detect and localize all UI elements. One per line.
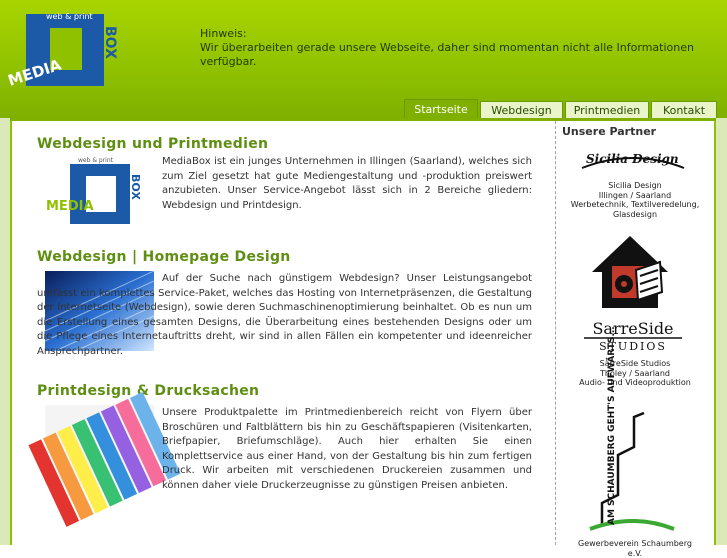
right-margin [716,118,727,545]
mediabox-logo[interactable] [6,4,130,96]
partner-line: Tholey / Saarland [600,368,670,378]
section-title-print: Printdesign & Drucksachen [37,383,260,399]
partner-line: Werbetechnik, Textilveredelung, [570,200,700,209]
notice-text: Wir überarbeiten gerade unsere Webseite, daher sind momentan nicht alle Informationen verfügbar. [200,41,694,68]
mediabox-logo-small [44,156,154,230]
color-swatches-image [45,405,154,485]
column-divider [555,121,556,545]
partner-line: SarreSide Studios [599,359,671,368]
section-text-intro: MediaBox ist ein junges Unternehmen in Illingen (Saarland), welches sich zum Ziel gesetzt hat gute Mediengestaltung und -produktion preiswert anzubieten. Unser Service-Angebot lässt sich in 2 Bereiche gliedern: Webdesign und Printdesign. [162,156,532,211]
sarreside-logo-text: SarreSide [592,319,674,338]
logo-media: MEDIA [5,55,64,90]
sicilia-logo-text: Sicilia Design [586,152,679,166]
partner-line: Sicilia Design [608,181,662,190]
partner-line: Gewerbeverein Schaumberg e.V. [578,539,692,558]
partner-line: Illingen / Saarland [598,190,672,200]
partner-schaumberg-info [570,539,700,558]
small-logo-box: BOX [129,174,142,200]
section-text-print: Unsere Produktpalette im Printmedienbereich reicht von Flyern über Broschüren und Faltblättern bis hin zu Geschäftspapieren (Visitenkarten, Briefpapier, Briefumschläge). Auch hier erhalten Sie einen Komplettservice aus einer Hand, von der Gestaltung bis hin zum fertigen Druck. Wir arbeiten mit verschiedenen Druckereien zusammen und können daher viele Druckerzeugnisse zu günstigen Preisen anbieten. [162,407,532,491]
sarreside-wordmark [578,317,688,353]
sarreside-logo-sub: STUDIOS [599,340,667,353]
section-title-webdesign: Webdesign | Homepage Design [37,249,291,265]
partner-line: Glasdesign [612,209,658,219]
small-logo-media: MEDIA [46,199,94,214]
tab-printmedien[interactable]: Printmedien [565,101,649,118]
left-margin [0,118,10,545]
tab-startseite[interactable]: Startseite [404,99,478,118]
partner-line: Audio- und Videoproduktion [579,378,691,387]
partner-sicilia-info [570,181,700,219]
logo-tagline: web & print [46,12,93,21]
tab-webdesign[interactable]: Webdesign [480,101,563,118]
main-nav [404,99,717,118]
content-top-border [10,118,716,121]
partners-title: Unsere Partner [562,125,657,138]
sarreside-house-logo[interactable] [590,232,670,312]
logo-box: BOX [102,26,118,59]
partner-sarreside-info [570,359,700,388]
section-text-webdesign: Auf der Suche nach günstigem Webdesign? Unser Leistungsangebot umfasst ein komplettes Service-Paket, welches das Hosting von Internetpräsenzen, die Gestaltung der Internetseite (Webdesign), sowie deren Suchmaschinenoptimierung beinhaltet. Ob es nun um die Erstellung eines gesamten Designs, die Überarbeitung eines bestehenden Designs oder um die Pflege eines Internetauftritts dreht, wir sind in allen Fällen ein kompetenter und ideenreicher Ansprechpartner. [37,273,532,357]
notice [200,27,727,69]
tab-kontakt[interactable]: Kontakt [651,101,717,118]
notice-label: Hinweis: [200,27,247,40]
sicilia-design-logo[interactable] [578,142,688,178]
small-logo-tagline: web & print [78,157,113,164]
section-title-intro: Webdesign und Printmedien [37,136,269,152]
schaumberg-logo-text: AM SCHAUMBERG GEHT'S AUFWÄRTS... [607,326,617,525]
